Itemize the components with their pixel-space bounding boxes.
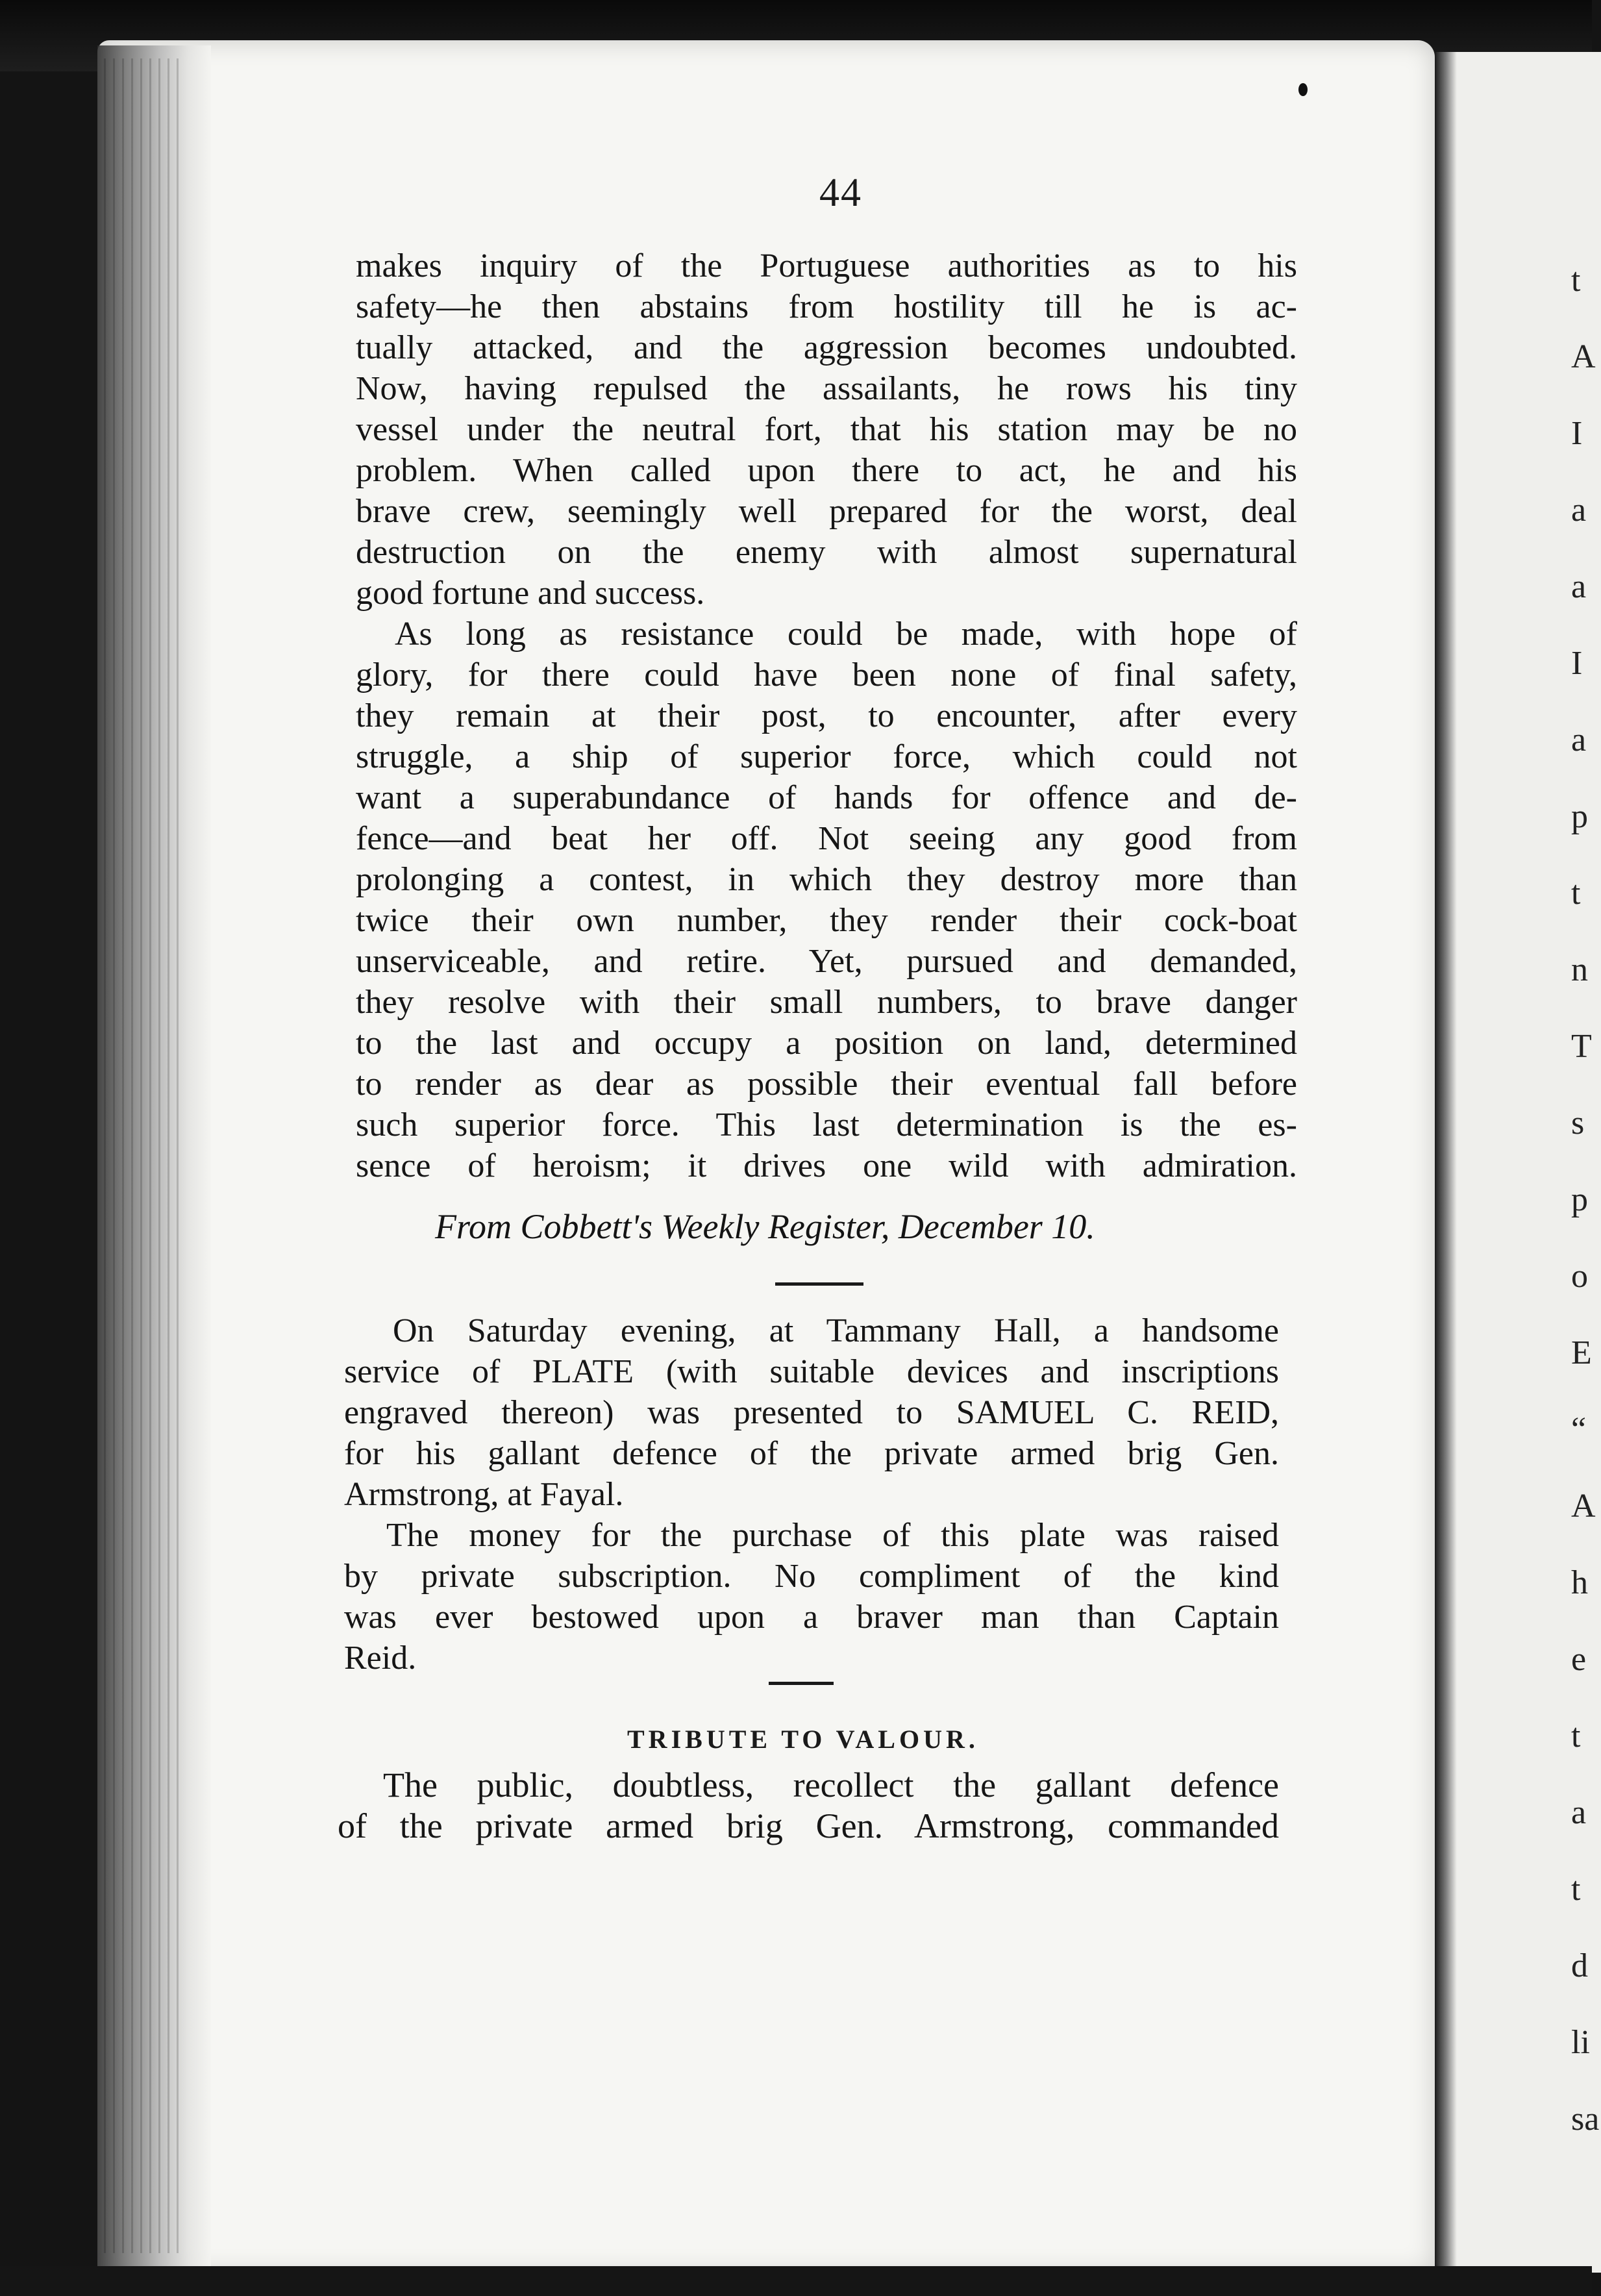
body-text-main <box>356 245 1297 1186</box>
body-text-tribute <box>338 1765 1279 1847</box>
text-line: to render as dear as possible their eventual fall before <box>356 1066 1297 1103</box>
text-line: vessel under the neutral fort, that his station may be no <box>356 411 1297 448</box>
facing-page-gutter <box>1435 52 1457 2273</box>
facing-page-letter: li <box>1571 2024 1590 2061</box>
facing-page-letter: a <box>1571 1794 1587 1831</box>
facing-page-letter: sa <box>1571 2101 1600 2138</box>
facing-page-letter: t <box>1571 1717 1581 1754</box>
paragraph-1 <box>356 245 1297 614</box>
text-line: they resolve with their small numbers, to brave danger <box>356 984 1297 1021</box>
text-line: prolonging a contest, in which they destroy more than <box>356 861 1297 898</box>
text-line: destruction on the enemy with almost supernatural <box>356 534 1297 571</box>
facing-page-letter: t <box>1571 875 1581 912</box>
text-line: want a superabundance of hands for offence and de- <box>356 779 1297 816</box>
facing-page-letter: n <box>1571 951 1588 988</box>
text-line: As long as resistance could be made, with hope of <box>395 616 1297 653</box>
section-divider <box>769 1682 834 1685</box>
facing-page-letter: e <box>1571 1641 1587 1678</box>
paragraph-2 <box>356 614 1297 1186</box>
text-line: unserviceable, and retire. Yet, pursued and demanded, <box>356 943 1297 980</box>
text-line: makes inquiry of the Portuguese authorities as to his <box>356 247 1297 284</box>
page-number: 44 <box>819 171 862 215</box>
text-line: safety—he then abstains from hostility till he is ac- <box>356 288 1297 325</box>
text-line: problem. When called upon there to act, he and his <box>356 452 1297 489</box>
body-text-plate <box>344 1310 1279 1678</box>
text-line: sence of heroism; it drives one wild with admiration. <box>356 1147 1297 1184</box>
text-line: Armstrong, at Fayal. <box>344 1476 624 1513</box>
facing-page-letter: p <box>1571 798 1588 835</box>
facing-page-letter: T <box>1571 1028 1592 1065</box>
facing-page-letter: E <box>1571 1334 1592 1371</box>
text-line: such superior force. This last determination is the es- <box>356 1106 1297 1143</box>
text-line: tually attacked, and the aggression becomes undoubted. <box>356 329 1297 366</box>
text-line: fence—and beat her off. Not seeing any good from <box>356 820 1297 857</box>
facing-page-letter: A <box>1571 1488 1596 1525</box>
text-line: On Saturday evening, at Tammany Hall, a handsome <box>393 1312 1279 1349</box>
text-line: good fortune and success. <box>356 575 705 612</box>
section-divider <box>775 1282 863 1286</box>
text-line: to the last and occupy a position on land, determined <box>356 1025 1297 1062</box>
facing-page-letter: a <box>1571 568 1587 605</box>
text-line: engraved thereon) was presented to SAMUEL C. REID, <box>344 1394 1279 1431</box>
text-line: service of PLATE (with suitable devices and inscriptions <box>344 1353 1279 1390</box>
facing-page-letter: “ <box>1571 1411 1587 1448</box>
text-line: The money for the purchase of this plate was raised <box>386 1517 1279 1554</box>
facing-page-letter: s <box>1571 1104 1585 1142</box>
facing-page-letter: I <box>1571 645 1583 682</box>
facing-page-letter: a <box>1571 492 1587 529</box>
text-line: glory, for there could have been none of final safety, <box>356 656 1297 693</box>
facing-page-letter: o <box>1571 1258 1588 1295</box>
text-line: twice their own number, they render their cock-boat <box>356 902 1297 939</box>
facing-page-letter: d <box>1571 1947 1588 1984</box>
ink-spot <box>1298 83 1308 96</box>
page-edge-stack <box>104 58 182 2253</box>
text-line: was ever bestowed upon a braver man than Captain <box>344 1599 1279 1636</box>
source-citation: From Cobbett's Weekly Register, December 10. <box>435 1207 1095 1246</box>
text-line: Now, having repulsed the assailants, he rows his tiny <box>356 370 1297 407</box>
text-line: struggle, a ship of superior force, which could not <box>356 738 1297 775</box>
scan-bottom-border <box>0 2266 1592 2296</box>
facing-page-letter: h <box>1571 1564 1588 1601</box>
facing-page-letter: A <box>1571 338 1596 375</box>
text-line: of the private armed brig Gen. Armstrong, commanded <box>338 1806 1279 1845</box>
text-line: Reid. <box>344 1640 417 1677</box>
facing-page-letter: t <box>1571 1871 1581 1908</box>
text-line: by private subscription. No compliment of the kind <box>344 1558 1279 1595</box>
paragraph-3 <box>344 1310 1279 1515</box>
facing-page-letter: p <box>1571 1181 1588 1218</box>
paragraph-4 <box>344 1515 1279 1678</box>
text-line: The public, doubtless, recollect the gallant defence <box>383 1766 1279 1804</box>
facing-page-text-fragments <box>1571 260 1600 2140</box>
text-line: for his gallant defence of the private armed brig Gen. <box>344 1435 1279 1472</box>
section-heading: TRIBUTE TO VALOUR. <box>627 1725 979 1754</box>
facing-page-letter: I <box>1571 415 1583 452</box>
text-line: brave crew, seemingly well prepared for the worst, deal <box>356 493 1297 530</box>
facing-page-letter: a <box>1571 721 1587 758</box>
text-line: they remain at their post, to encounter, after every <box>356 697 1297 734</box>
facing-page-letter: t <box>1571 262 1581 299</box>
